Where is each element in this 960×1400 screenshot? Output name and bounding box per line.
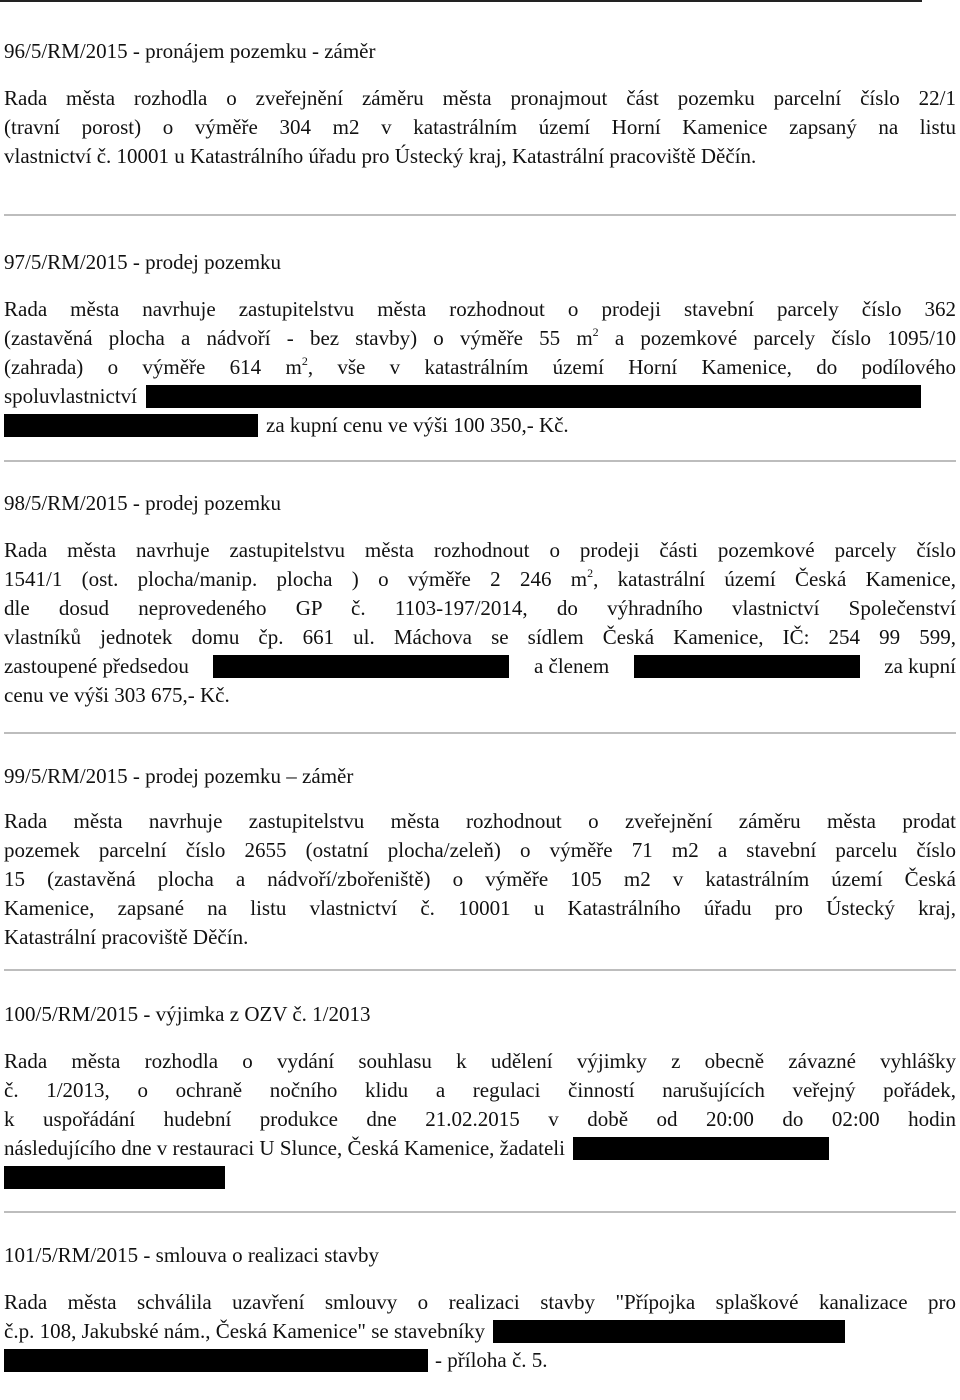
section-98-line-4: vlastníků jednotek domu čp. 661 ul. Máchova se sídlem Česká Kamenice, IČ: 254 99 599, [4,625,956,649]
section-97-line-1: Rada města navrhuje zastupitelstvu města rozhodnout o prodeji stavební parcely číslo 362 [4,297,956,321]
section-99-line-4: Kamenice, zapsané na listu vlastnictví č. 10001 u Katastrálního úřadu pro Ústecký kraj, [4,896,956,920]
section-101-line-1: Rada města schválila uzavření smlouvy o realizaci stavby "Přípojka splaškové kanalizace pro [4,1290,956,1314]
section-100-line-2: č. 1/2013, o ochraně nočního klidu a regulaci činností narušujících veřejný pořádek, [4,1078,956,1102]
section-100-line-3: k uspořádání hudební produkce dne 21.02.2015 v době od 20:00 do 02:00 hodin [4,1107,956,1131]
section-99-line-3: 15 (zastavěná plocha a nádvoří/zbořeniště) o výměře 105 m2 v katastrálním území Česká [4,867,956,891]
redaction-block [4,1166,225,1189]
section-divider [4,460,956,462]
section-96-line-3: vlastnictví č. 10001 u Katastrálního úřadu pro Ústecký kraj, Katastrální pracoviště Děčín. [4,144,757,168]
section-97-line-2: (zastavěná plocha a nádvoří - bez stavby) o výměře 55 $m^2$ a pozemkové parcely číslo 1095/10 [4,325,957,350]
section-100-line-4: následujícího dne v restauraci U Slunce, Česká Kamenice, žadateli [4,1134,956,1163]
section-98-line-6: cenu ve výši 303 675,- Kč. [4,683,230,707]
redaction-block [146,385,921,408]
redaction-block [634,655,860,678]
section-96-line-1: Rada města rozhodla o zveřejnění záměru města pronajmout část pozemku parcelní číslo 22/1 [4,86,956,110]
section-98-line-1: Rada města navrhuje zastupitelstvu města rozhodnout o prodeji části pozemkové parcely číslo [4,538,956,562]
top-rule [0,0,922,2]
section-98-line-2: 1541/1 (ost. plocha/manip. plocha ) o výměře 2 246 $m^2$, katastrální území Česká Kamenice, [4,566,956,591]
section-99-line-5: Katastrální pracoviště Děčín. [4,925,249,949]
redaction-block [4,414,258,437]
section-101-line-2: č.p. 108, Jakubské nám., Česká Kamenice" se stavebníky [4,1317,956,1346]
section-99-line-1: Rada města navrhuje zastupitelstvu města rozhodnout o zveřejnění záměru města prodat [4,809,956,833]
section-100-line-1: Rada města rozhodla o vydání souhlasu k udělení výjimky z obecně závazné vyhlášky [4,1049,956,1073]
section-divider [4,732,956,734]
section-heading-96: 96/5/RM/2015 - pronájem pozemku - záměr [4,39,376,63]
section-100-line-5 [4,1163,956,1192]
section-divider [4,969,956,971]
section-97-line-5: za kupní cenu ve výši 100 350,- Kč. [4,411,956,440]
section-101-line-3: - příloha č. 5. [4,1346,956,1375]
section-98-line-5: zastoupené předsedou a členem za kupní [4,654,956,678]
section-97-line-4: spoluvlastnictví [4,382,956,411]
redaction-block [4,1349,428,1372]
section-divider [4,214,956,216]
section-heading-99: 99/5/RM/2015 - prodej pozemku – záměr [4,764,354,788]
redaction-block [213,655,509,678]
section-divider [4,1211,956,1213]
section-99-line-2: pozemek parcelní číslo 2655 (ostatní plocha/zeleň) o výměře 71 m2 a stavební parcelu číslo [4,838,956,862]
redaction-block [493,1320,845,1343]
section-heading-100: 100/5/RM/2015 - výjimka z OZV č. 1/2013 [4,1002,371,1026]
section-heading-98: 98/5/RM/2015 - prodej pozemku [4,491,282,515]
section-98-line-3: dle dosud neprovedeného GP č. 1103-197/2014, do výhradního vlastnictví Společenství [4,596,956,620]
redaction-block [573,1137,829,1160]
section-96-line-2: (travní porost) o výměře 304 m2 v katastrálním území Horní Kamenice zapsaný na listu [4,115,956,139]
section-heading-101: 101/5/RM/2015 - smlouva o realizaci stavby [4,1243,380,1267]
section-heading-97: 97/5/RM/2015 - prodej pozemku [4,250,282,274]
section-97-line-3: (zahrada) o výměře 614 $m^2$, vše v katastrálním území Horní Kamenice, do podílového [4,354,956,379]
